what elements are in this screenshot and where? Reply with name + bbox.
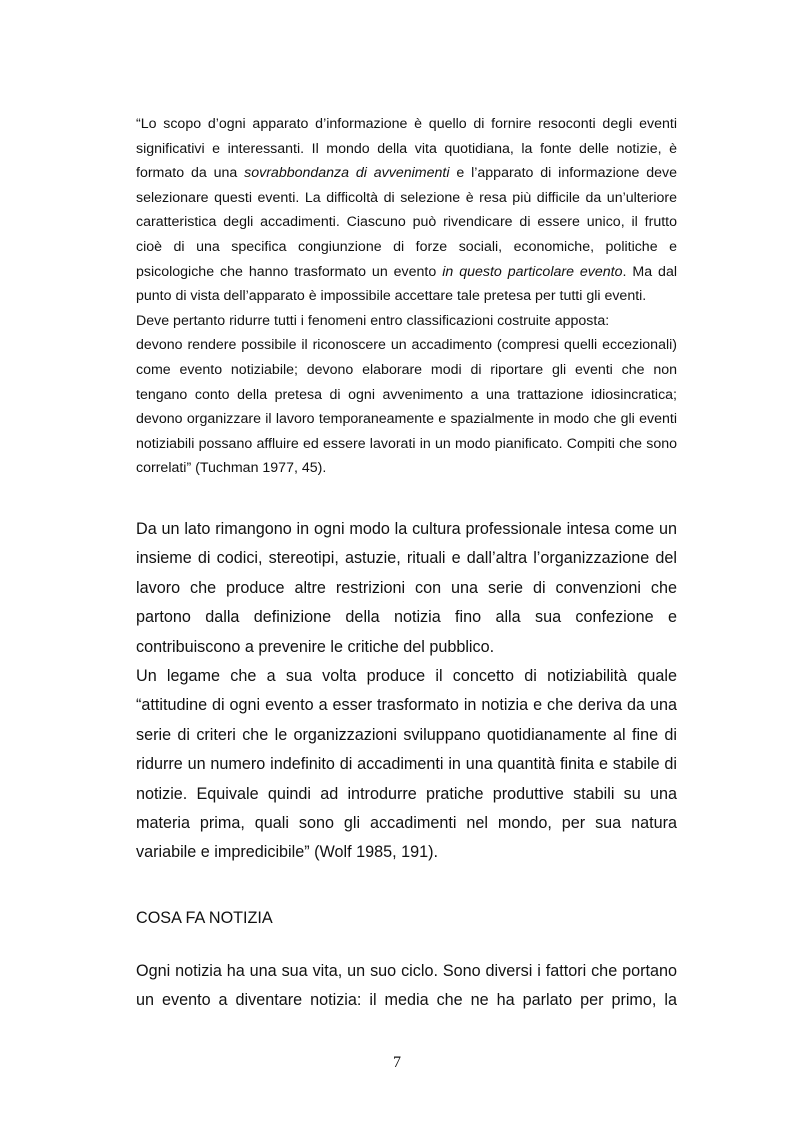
body-paragraph-2: Un legame che a sua volta produce il concetto di notiziabilità quale “attitudine di ogni evento a esser trasformato in notizia e che deriva da una serie di criteri che le organizzazioni sviluppano quotidianamente al fine di ridurre un numero indefinito di accadimenti in una quantità finita e stabile di notizie. Equivale quindi ad introdurre pratiche produttive stabili su una materia prima, quali sono gli accadimenti nel mondo, per sua natura variabile e impredicibile” (Wolf 1985, 191). bbox=[136, 667, 677, 862]
quote-paragraph-3 bbox=[136, 333, 677, 481]
quote-paragraph-1 bbox=[136, 112, 677, 309]
body-paragraph-1: Da un lato rimangono in ogni modo la cultura professionale intesa come un insieme di codici, stereotipi, astuzie, rituali e dall’altra l’organizzazione del lavoro che produce altre restrizioni con una serie di convenzioni che partono dalla definizione della notizia fino alla sua confezione e contribuiscono a prevenire le critiche del pubblico. bbox=[136, 520, 677, 656]
quote-text: “Lo scopo d’ogni apparato d’informazione è quello di fornire resoconti degli eventi significativi e interessanti. Il mondo della vita quotidiana, la fonte delle notizie, è formato da una bbox=[136, 116, 677, 182]
section-heading: COSA FA NOTIZIA bbox=[136, 909, 273, 927]
quote-text: Deve pertanto ridurre tutti i fenomeni entro classificazioni costruite apposta: bbox=[136, 312, 610, 329]
quote-emphasis: in questo particolare evento bbox=[442, 263, 623, 280]
quote-text: e l’apparato di informazione deve selezionare questi eventi. La difficoltà di selezione è resa più difficile da un’ulteriore caratteristica degli accadimenti. Ciascuno può rivendicare di essere unico, il frutto cioè di una specifica congiunzione di forze sociali, economiche, politiche e psicologiche che hanno trasformato un evento bbox=[136, 165, 678, 280]
quote-emphasis: sovrabbondanza di avvenimenti bbox=[244, 165, 450, 182]
section-body bbox=[136, 957, 677, 1016]
quote-paragraph-2 bbox=[136, 309, 677, 334]
quote-text: devono rendere possibile il riconoscere un accadimento (compresi quelli eccezionali) come evento notiziabile; devono elaborare modi di riportare gli eventi che non tengano conto della pretesa di ogni avvenimento a una trattazione idiosincratica; devono organizzare il lavoro temporaneamente e spazialmente in modo che gli eventi notiziabili possano affluire ed essere lavorati in un modo pianificato. Compiti che sono correlati” (Tuchman 1977, 45). bbox=[136, 337, 677, 477]
section-paragraph-1: Ogni notizia ha una sua vita, un suo ciclo. Sono diversi i fattori che portano un evento a diventare notizia: il media che ne ha parlato per primo, la bbox=[136, 962, 677, 1010]
block-quote bbox=[136, 112, 677, 481]
body-paragraphs bbox=[136, 515, 677, 868]
page-number: 7 bbox=[393, 1054, 401, 1071]
quote-text: . Ma dal punto di vista dell’apparato è impossibile accettare tale pretesa per tutti gli eventi. bbox=[136, 263, 677, 305]
